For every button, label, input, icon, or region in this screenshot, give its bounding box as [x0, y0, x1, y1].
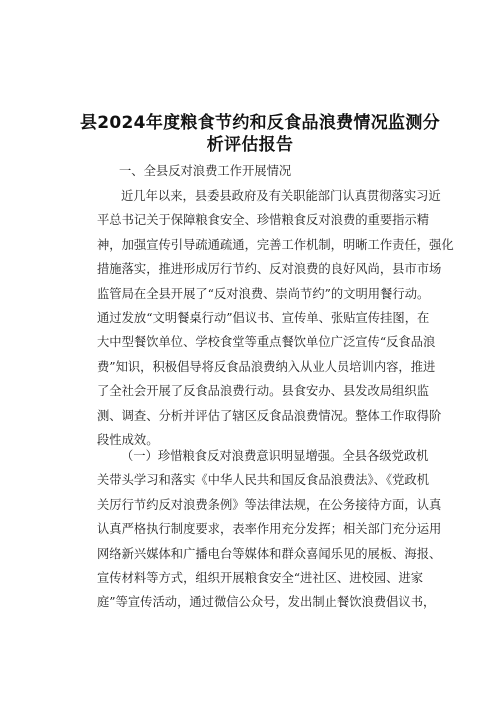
document-title-line-2: 析评估报告 [206, 135, 294, 155]
paragraph-awareness [97, 444, 442, 615]
paragraph-line: 网络新兴媒体和广播电台等媒体和群众喜闻乐见的展板、海报、 [97, 546, 442, 561]
paragraph-line: 宣传材料等方式，组织开展粮食安全“进社区、进校园、进家 [97, 570, 424, 585]
paragraph-overview [97, 184, 454, 452]
paragraph-line: 庭”等宣传活动，通过微信公众号，发出制止餐饮浪费倡议书， [97, 595, 436, 610]
paragraph-line: 了全社会开展了反食品浪费行动。县食安办、县发改局组织监 [97, 384, 430, 399]
paragraph-line: 近几年以来，县委县政府及有关职能部门认真贯彻落实习近 [121, 189, 441, 203]
section-heading: 一、全县反对浪费工作开展情况 [119, 164, 292, 178]
document-title [80, 112, 440, 156]
paragraph-line: 通过发放“文明餐桌行动”倡议书、宣传单、张贴宣传挂图，在 [97, 310, 430, 325]
document-title-line-1: 县2024年度粮食节约和反食品浪费情况监测分 [80, 113, 440, 133]
paragraph-line: 关厉行节约反对浪费条例》等法律法规，在公务接待方面，认真 [97, 497, 442, 512]
paragraph-line: 监管局在全县开展了“反对浪费、崇尚节约”的文明用餐行动。 [97, 286, 430, 301]
paragraph-line: 大中型餐饮单位、学校食堂等重点餐饮单位广泛宣传“反食品浪 [97, 335, 436, 350]
paragraph-line: 认真严格执行制度要求，表率作用充分发挥；相关部门充分运用 [97, 522, 442, 537]
paragraph-line: 关带头学习和落实《中华人民共和国反食品浪费法》、《党政机 [97, 473, 430, 488]
paragraph-line: 段性成效。 [97, 432, 159, 447]
paragraph-line: 平总书记关于保障粮食安全、珍惜粮食反对浪费的重要指示精 [97, 213, 430, 228]
paragraph-line: （一）珍惜粮食反对浪费意识明显增强。全县各级党政机 [121, 449, 429, 463]
paragraph-line: 神，加强宣传引导疏通疏通，完善工作机制，明晰工作责任，强化 [97, 237, 454, 252]
paragraph-line: 测、调查、分析并评估了辖区反食品浪费情况。整体工作取得阶 [97, 408, 442, 423]
paragraph-line: 措施落实，推进形成厉行节约、反对浪费的良好风尚，县市市场 [97, 262, 442, 277]
paragraph-line: 费”知识，积极倡导将反食品浪费纳入从业人员培训内容，推进 [97, 359, 436, 374]
